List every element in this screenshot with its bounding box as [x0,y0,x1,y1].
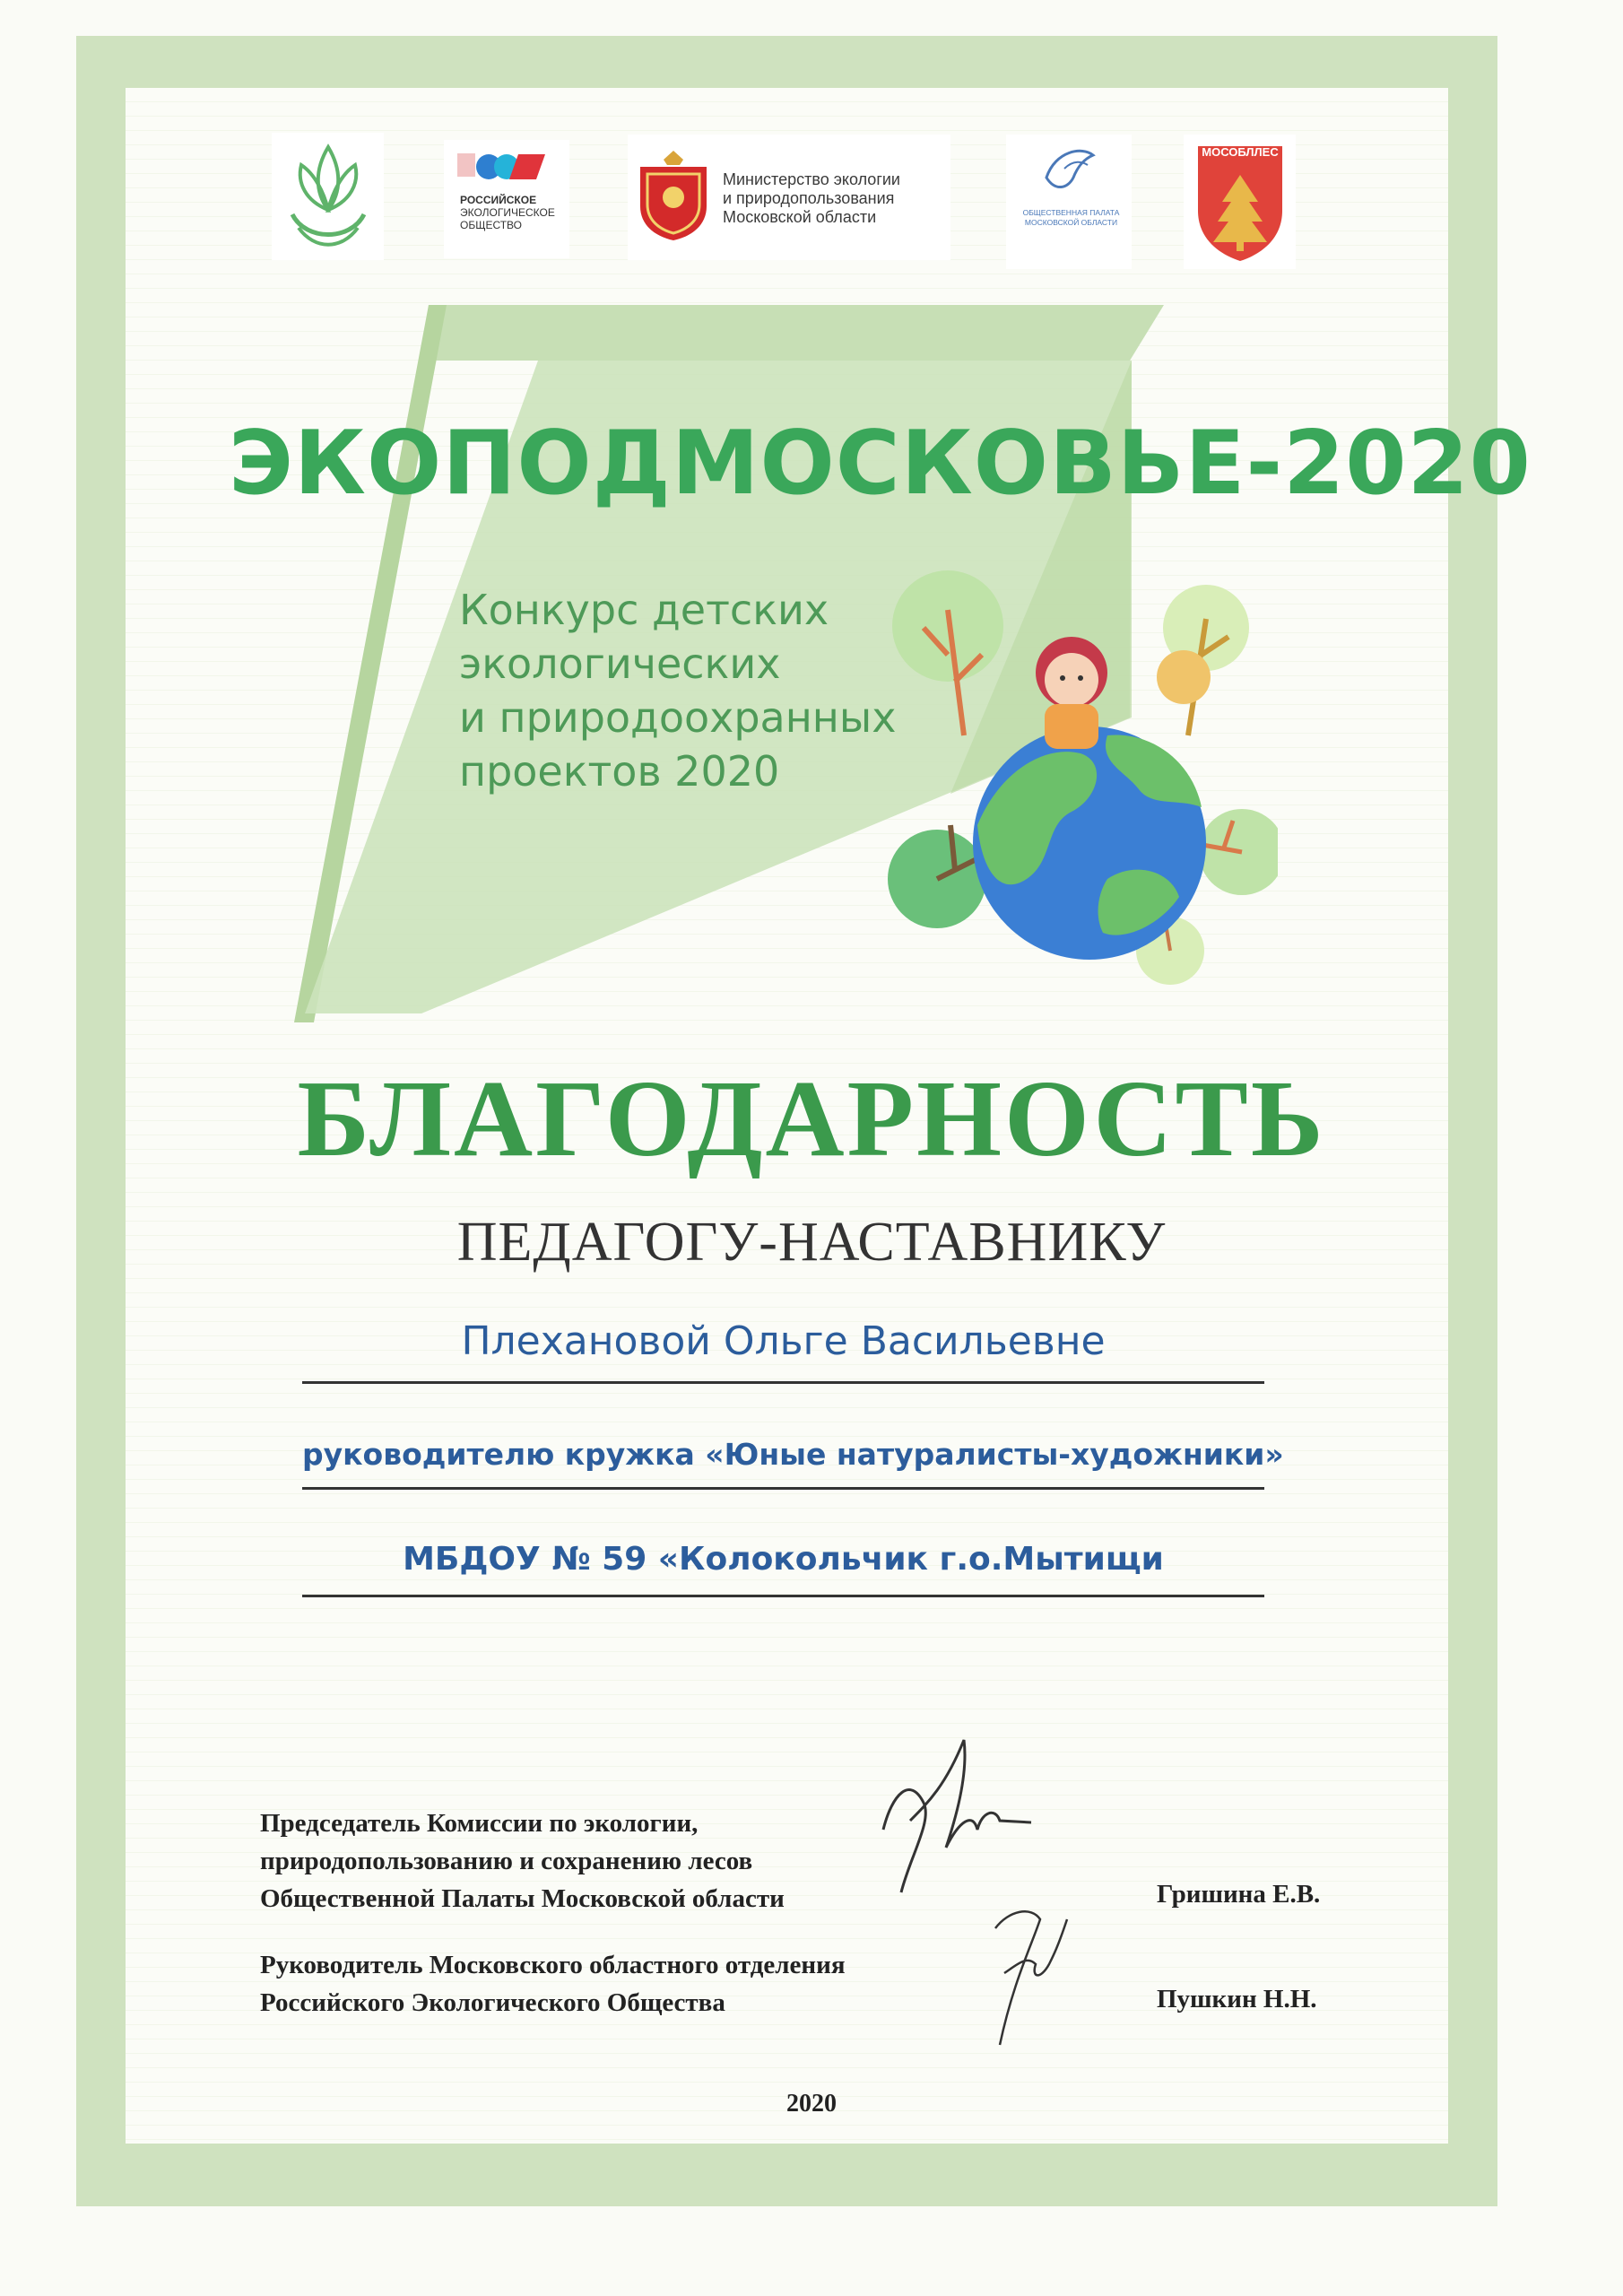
signatory-1-title-line-2: природопользованию и сохранению лесов [260,1847,753,1875]
name-underline [302,1381,1264,1384]
subtitle-line-4: проектов 2020 [459,747,780,796]
certificate-heading: БЛАГОДАРНОСТЬ [297,1058,1326,1179]
signatory-2-name: Пушкин Н.Н. [1157,1985,1317,2013]
recipient-position: руководителю кружка «Юные натуралисты-художники» [302,1437,1284,1472]
child-figure [1036,637,1107,749]
subtitle-line-2: экологических [459,639,781,688]
signatory-2-title [260,1946,846,2022]
mosoblles-logo [1184,135,1296,269]
ministry-logo [628,135,950,260]
signature-2 [977,1892,1076,2054]
subtitle-line-3: и природоохранных [459,693,897,742]
tree-top-right [1157,585,1249,735]
ministry-logo-line2: и природопользования [723,189,895,207]
ministry-logo-line3: Московской области [723,208,877,226]
signatory-1-title [260,1805,785,1918]
reo-logo-line3: ОБЩЕСТВО [460,219,522,231]
event-title: ЭКОПОДМОСКОВЬЕ-2020 [229,413,1532,515]
public-chamber-logo [1006,135,1132,269]
recipient-role: ПЕДАГОГУ-НАСТАВНИКУ [456,1212,1167,1273]
moscow-region-emblem-icon [637,151,710,240]
tree-top-left [892,570,1003,735]
subtitle-line-1: Конкурс детских [459,586,829,634]
signatory-1-title-line-3: Общественной Палаты Московской области [260,1884,785,1913]
earth-globe [973,726,1206,960]
position-underline [302,1487,1264,1490]
dove-icon [1037,142,1100,204]
signature-1 [874,1722,1036,1919]
chamber-logo-line2: МОСКОВСКОЙ ОБЛАСТИ [1024,218,1118,227]
reo-logo-line1: РОССИЙСКОЕ [460,194,537,206]
ministry-logo-line1: Министерство экологии [723,170,900,188]
earth-with-trees-illustration [883,556,1278,1004]
reo-logo-line2: ЭКОЛОГИЧЕСКОЕ [460,206,555,219]
eco-lotus-logo [272,133,384,260]
signatory-1-name: Гришина Е.В. [1157,1880,1321,1909]
signatory-1-title-line-1: Председатель Комиссии по экологии, [260,1809,699,1838]
recipient-organization: МБДОУ № 59 «Колокольчик г.о.Мытищи [403,1541,1164,1578]
chamber-logo-line1: ОБЩЕСТВЕННАЯ ПАЛАТА [1022,208,1120,217]
mosoblles-logo-text: МОСОБЛЛЕС [1202,145,1279,159]
signatory-2-title-line-2: Российского Экологического Общества [260,1988,725,2017]
reo-logo [444,140,569,258]
recipient-name: Плехановой Ольге Васильевне [461,1318,1106,1364]
signatory-2-title-line-1: Руководитель Московского областного отделения [260,1951,846,1979]
organization-underline [302,1595,1264,1597]
certificate-year: 2020 [786,2090,837,2118]
